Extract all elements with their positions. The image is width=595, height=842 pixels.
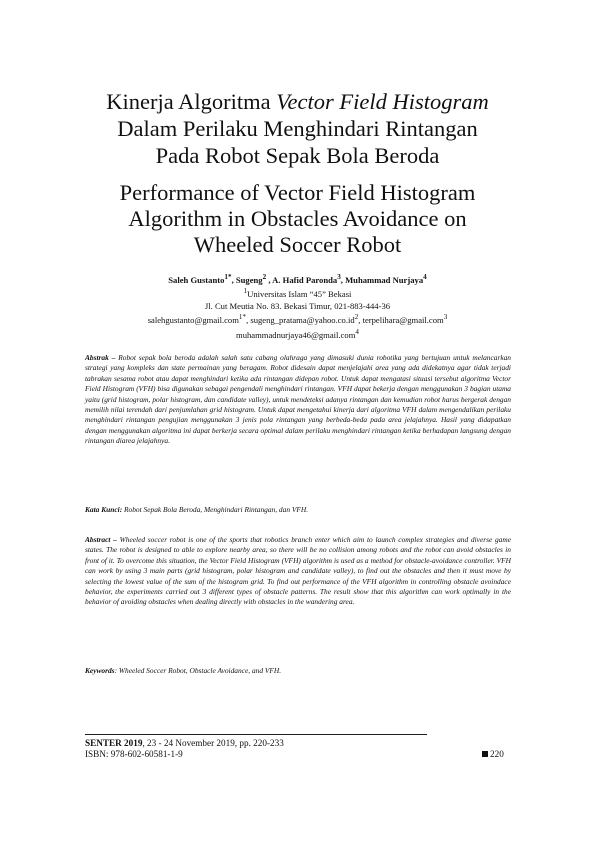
abstract-id-text: Robot sepak bola beroda adalah salah satu cabang olahraga yang dimasuki dunia robotika yang bertujuan untuk melancarkan strategi yang kompleks dan state permainan yang beragam. Robot didesain dapat menjelajahi area yang ada didekatnya agar tidak terjadi tabrakan sesama robot atau dapat menghindari ketika ada rintangan didepan robot. Untuk dapat mengatasi situasi tersebut algoritma Vector Field Histogram (VFH) bisa digunakan sebagai pengendali menghindari rintangan. VFH dapat bekerja dengan menggunakan 3 bagian utama yaitu (grid histogram, polar histogram, dan candidate valley), untuk mendeteksi adanya rintangan dan kemudian robot harus bergerak dengan memilih nilai terendah dari penjumlahan grid histogram. Untuk dapat mengetahui kinerja dari algoritma VFH dalam mengendalikan perilaku menghindari rintangan pengujian menggunakan 3 jenis pola rintangan yang berbeda-beda pada area jelajahnya. Hasil yang didapatkan dengan menggunakan algoritma ini dapat berkerja secara optimal dalam perilaku menghindari rintangan ketika berhadapan langsung dengan rintangan diarea jelajahnya. xyxy=(85,353,511,446)
title-en-line-3: Wheeled Soccer Robot xyxy=(193,232,402,257)
author-block xyxy=(0,272,595,341)
footer-divider xyxy=(85,734,427,735)
footer-isbn: ISBN: 978-602-60581-1-9 xyxy=(85,749,183,760)
author-address: Jl. Cut Meutia No. 83. Bekasi Timur, 021-883-444-36 xyxy=(204,300,391,311)
footer-conference-name: SENTER 2019 xyxy=(85,738,143,748)
abstract-en-label: Abstract – xyxy=(85,535,117,544)
keywords-en-text: : Wheeled Soccer Robot, Obstacle Avoidance, and VFH. xyxy=(114,666,282,675)
abstract-english xyxy=(85,535,511,608)
title-id-text: Kinerja Algoritma xyxy=(106,89,277,114)
keywords-en-label: Keywords xyxy=(85,666,115,675)
page-number: 220 xyxy=(490,749,504,759)
title-id-line-2: Dalam Perilaku Menghindari Rintangan xyxy=(117,116,478,141)
footer xyxy=(85,738,284,760)
author-names: Saleh Gustanto$^{1*}$, Sugeng$^2$ , A. Hafid Paronda$^3$, Muhammad Nurjaya$^4$ xyxy=(168,273,427,285)
abstract-en-text: Wheeled soccer robot is one of the sports that robotics branch enter which aim to launch complex strategies and diverse game states. The robot is designed to able to explore nearby area, so there will be no collision among robots and the robot can avoid obstacles in front of it. To overcome this situation, the Vector Field Histogram (VFH) algorithm is used as a method for obstacle-avoidance controller. VFH can work by using 3 main parts (grid histogram, polar histogram and candidate valley), to find out the obstacles and then it must move by selecting the lowest value of the sum of the histogram grid. To find out performance of the VFH algorithm in controlling obstacle avoindace behavior, the experiments carried out 3 different types of obstacle patterns. The result show that this algorithm can work optimally in the behavior of avoiding obstacles when dealing directly with obstacles in the wandering area. xyxy=(85,535,511,607)
abstract-indonesian xyxy=(85,353,511,447)
title-id-line-1 xyxy=(0,88,595,115)
title-en-line-1: Performance of Vector Field Histogram xyxy=(119,180,476,205)
title-id-italic: Vector Field Histogram xyxy=(276,89,489,114)
keywords-english xyxy=(85,666,511,675)
title-english xyxy=(0,180,595,258)
author-emails: salehgustanto@gmail.com$^{1*}$, $sugeng\_pratama@yahoo.co.id^2$, terpelihara@gmail.com$^3$ xyxy=(147,313,448,326)
title-indonesian xyxy=(0,88,595,169)
footer-conference xyxy=(85,738,284,749)
title-en-line-2: Algorithm in Obstacles Avoidance on xyxy=(128,206,467,231)
author-emails-2: muhammadnurjaya46@gmail.com$^4$ xyxy=(236,327,359,340)
title-id-line-3: Pada Robot Sepak Bola Beroda xyxy=(155,143,440,168)
footer-conference-details: , 23 - 24 November 2019, pp. 220-233 xyxy=(142,738,284,748)
page-marker-square-icon xyxy=(482,751,488,757)
author-affiliation: $^1$Universitas Islam “45” Bekasi xyxy=(243,287,352,300)
keywords-id-text: Robot Sepak Bola Beroda, Menghindari Rintangan, dan VFH. xyxy=(122,505,309,514)
abstract-id-label: Abstrak – xyxy=(85,353,116,362)
keywords-id-label: Kata Kunci: xyxy=(85,505,123,514)
keywords-indonesian xyxy=(85,505,511,514)
